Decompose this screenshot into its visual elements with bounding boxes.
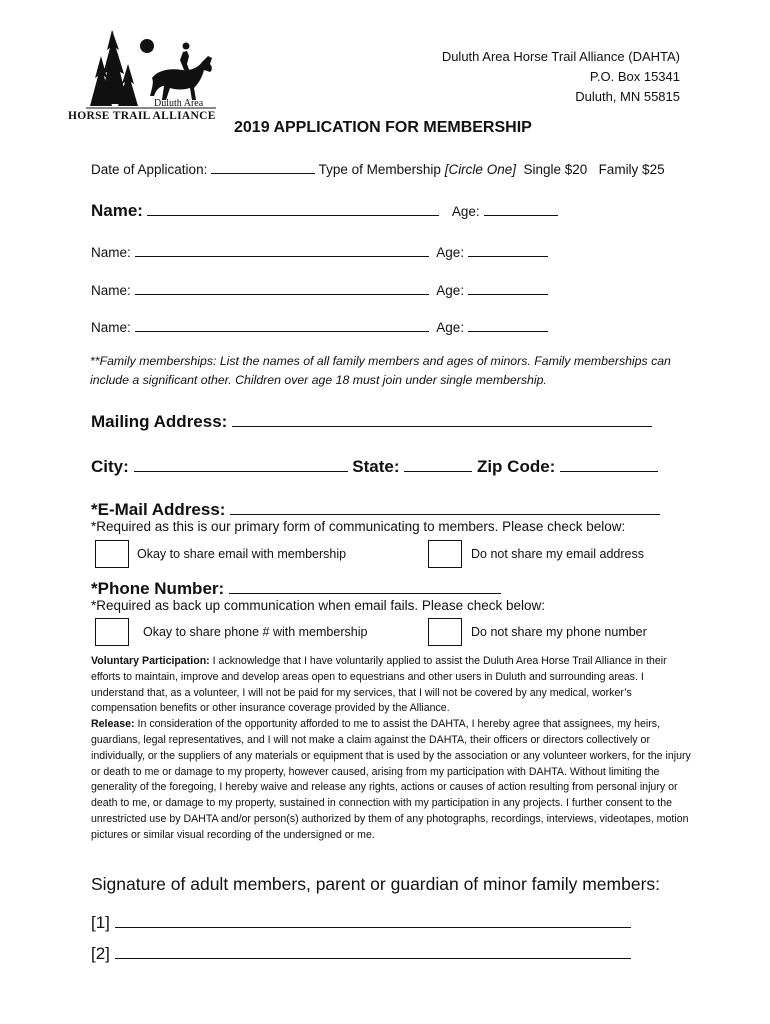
city-state-zip-row xyxy=(91,454,658,477)
phone-label: *Phone Number: xyxy=(91,579,225,598)
email-row xyxy=(91,497,660,520)
email-label: *E-Mail Address: xyxy=(91,500,226,519)
city-label: City: xyxy=(91,457,129,476)
phone-share-checkbox[interactable] xyxy=(95,618,129,646)
signature-row-2 xyxy=(91,941,631,964)
horse-trail-alliance-logo xyxy=(66,26,228,122)
release-text: In consideration of the opportunity afforded to me to assist the DAHTA, I hereby agree that assignees, my heirs, guardians, legal representatives, and I will not make a claim against the DAHTA, their officers or directors collectively or individually, or the suppliers of any materials or equipment that is used by the association or any volunteer workers, for the injury or death to me or damage to my property, however caused, arising from my participation with DAHTA. Without limiting the generality of the foregoing, I hereby waive and release any rights, actions or causes of action resulting from personal injury or death to me, or damage to my property, sustained in connection with my participation in any projects. I further consent to the unrestricted use by DAHTA and/or person(s) authorized by them of any photographs, recordings, interviews, videotapes, motion pictures or similar visual recording of the undersigned or me. xyxy=(91,718,691,841)
family-option[interactable]: Family $25 xyxy=(598,162,665,177)
circle-one-label: [Circle One] xyxy=(444,162,516,177)
phone-required-note: *Required as back up communication when email fails. Please check below: xyxy=(91,598,545,613)
date-label: Date of Application: xyxy=(91,162,208,177)
family-name-field[interactable] xyxy=(135,280,429,295)
family-name-row-2 xyxy=(91,280,548,298)
phone-noshare-label: Do not share my phone number xyxy=(471,625,647,639)
family-age-label: Age: xyxy=(436,283,465,298)
family-name-label: Name: xyxy=(91,320,131,335)
org-line-2: P.O. Box 15341 xyxy=(589,69,680,84)
voluntary-paragraph xyxy=(91,655,667,714)
release-heading: Release: xyxy=(91,718,135,731)
email-share-checkbox[interactable] xyxy=(95,540,129,568)
mailing-address-label: Mailing Address: xyxy=(91,412,228,431)
primary-name-row xyxy=(91,198,558,221)
phone-noshare-checkbox[interactable] xyxy=(428,618,462,646)
org-line-1: Duluth Area Horse Trail Alliance (DAHTA) xyxy=(441,49,680,64)
mailing-address-field[interactable] xyxy=(232,409,652,427)
signature-2-label: [2] xyxy=(91,944,110,963)
logo-top-text: Duluth Area xyxy=(154,98,204,109)
family-age-label: Age: xyxy=(436,245,465,260)
family-age-label: Age: xyxy=(436,320,465,335)
mailing-address-row xyxy=(91,409,652,432)
signature-1-label: [1] xyxy=(91,913,110,932)
date-field[interactable] xyxy=(211,159,315,174)
family-name-field[interactable] xyxy=(135,242,429,257)
voluntary-heading: Voluntary Participation: xyxy=(91,655,210,667)
voluntary-text: I acknowledge that I have voluntarily applied to assist the Duluth Area Horse Trail Alliance in their efforts to maintain, improve and develop areas open to equestrians and other users in Duluth and surrounding areas. I understand that, as a volunteer, I will not be paid for my services, that I will not be covered by any medical, worker’s compensation benefits or other insurance coverage provided by the Alliance. xyxy=(91,655,667,715)
primary-age-field[interactable] xyxy=(484,201,558,216)
primary-age-label: Age: xyxy=(451,204,480,219)
family-name-field[interactable] xyxy=(135,317,429,332)
family-age-field[interactable] xyxy=(468,317,548,332)
zip-label: Zip Code: xyxy=(476,457,556,476)
org-line-3: Duluth, MN 55815 xyxy=(575,89,680,104)
state-label: State: xyxy=(352,457,400,476)
email-noshare-label: Do not share my email address xyxy=(471,547,644,561)
signature-title: Signature of adult members, parent or guardian of minor family members: xyxy=(91,874,661,894)
phone-share-label: Okay to share phone # with membership xyxy=(143,625,368,639)
phone-field[interactable] xyxy=(229,576,501,594)
signature-row-1 xyxy=(91,910,631,933)
family-age-field[interactable] xyxy=(468,280,548,295)
zip-field[interactable] xyxy=(560,454,658,472)
primary-name-field[interactable] xyxy=(147,198,439,216)
signature-2-field[interactable] xyxy=(115,941,631,959)
membership-type-label: Type of Membership xyxy=(318,162,441,177)
email-field[interactable] xyxy=(230,497,660,515)
single-option[interactable]: Single $20 xyxy=(523,162,588,177)
family-age-field[interactable] xyxy=(468,242,548,257)
primary-name-label: Name: xyxy=(91,201,143,220)
email-required-note: *Required as this is our primary form of communicating to members. Please check below: xyxy=(91,519,626,534)
family-name-row-1 xyxy=(91,242,548,260)
page-title: 2019 APPLICATION FOR MEMBERSHIP xyxy=(234,119,532,136)
email-noshare-checkbox[interactable] xyxy=(428,540,462,568)
email-share-label: Okay to share email with membership xyxy=(137,547,347,561)
release-paragraph xyxy=(91,718,691,841)
phone-row xyxy=(91,576,501,599)
signature-1-field[interactable] xyxy=(115,910,631,928)
org-address xyxy=(442,47,680,107)
family-name-row-3 xyxy=(91,317,548,335)
state-field[interactable] xyxy=(404,454,472,472)
date-row xyxy=(91,159,665,177)
logo-bottom-text: HORSE TRAIL ALLIANCE xyxy=(68,110,216,122)
family-name-label: Name: xyxy=(91,245,131,260)
family-name-label: Name: xyxy=(91,283,131,298)
legal-text xyxy=(91,654,691,844)
city-field[interactable] xyxy=(134,454,348,472)
family-membership-note: **Family memberships: List the names of all family members and ages of minors. Family memberships can include a significant other. Children over age 18 must join under single membership. xyxy=(90,354,671,387)
